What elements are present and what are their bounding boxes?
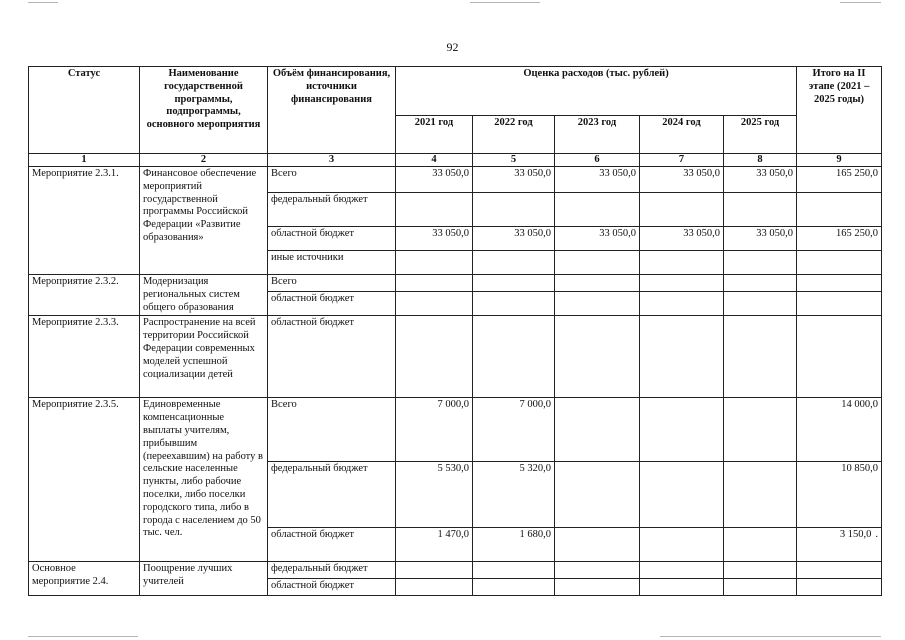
column-number: 4 <box>396 154 473 167</box>
value-2022: 33 050,0 <box>473 167 555 193</box>
row-status: Мероприятие 2.3.5. <box>29 398 140 562</box>
value-2024 <box>640 275 724 292</box>
column-number: 7 <box>640 154 724 167</box>
value-2022 <box>473 193 555 227</box>
value-2023: 33 050,0 <box>555 227 640 251</box>
header-status: Статус <box>29 67 140 154</box>
value-2023 <box>555 562 640 579</box>
header-costs: Оценка расходов (тыс. рублей) <box>396 67 797 116</box>
funding-source: федеральный бюджет <box>268 193 396 227</box>
value-2024 <box>640 251 724 275</box>
value-2024: 33 050,0 <box>640 227 724 251</box>
value-2021 <box>396 292 473 316</box>
value-total <box>797 275 882 292</box>
value-2024 <box>640 316 724 398</box>
value-2024 <box>640 193 724 227</box>
value-2021: 7 000,0 <box>396 398 473 462</box>
row-name: Единовременные компенсационные выплаты учителям, прибывшим (переехавшим) на работу в сельские населенные пункты, либо рабочие поселки, либо поселки городского типа, либо в города с населением до 50 тыс. чел. <box>140 398 268 562</box>
header-year-2021: 2021 год <box>396 116 473 154</box>
column-number: 8 <box>724 154 797 167</box>
value-2022: 1 680,0 <box>473 528 555 562</box>
funding-source: федеральный бюджет <box>268 562 396 579</box>
value-2022 <box>473 579 555 596</box>
value-2025 <box>724 251 797 275</box>
value-2024 <box>640 579 724 596</box>
row-name: Финансовое обеспечение мероприятий государственной программы Российской Федерации «Развитие образования» <box>140 167 268 275</box>
column-number: 3 <box>268 154 396 167</box>
row-status: Мероприятие 2.3.1. <box>29 167 140 275</box>
row-status: Мероприятие 2.3.2. <box>29 275 140 316</box>
value-2025 <box>724 316 797 398</box>
header-total: Итого на II этапе (2021 – 2025 годы) <box>797 67 882 154</box>
value-total: 165 250,0 <box>797 227 882 251</box>
value-2022: 33 050,0 <box>473 227 555 251</box>
table-row <box>29 316 882 398</box>
value-2024: 33 050,0 <box>640 167 724 193</box>
value-2025 <box>724 562 797 579</box>
row-status: Мероприятие 2.3.3. <box>29 316 140 398</box>
value-2022 <box>473 251 555 275</box>
header-year-2024: 2024 год <box>640 116 724 154</box>
value-2023 <box>555 579 640 596</box>
value-2024 <box>640 462 724 528</box>
value-2023 <box>555 251 640 275</box>
table-row <box>29 167 882 193</box>
column-number: 9 <box>797 154 882 167</box>
header-year-2023: 2023 год <box>555 116 640 154</box>
value-2025: 33 050,0 <box>724 227 797 251</box>
value-2023 <box>555 292 640 316</box>
value-2025 <box>724 193 797 227</box>
value-2021: 1 470,0 <box>396 528 473 562</box>
funding-source: областной бюджет <box>268 227 396 251</box>
column-numbers-row <box>29 154 882 167</box>
value-2025 <box>724 292 797 316</box>
value-2025 <box>724 579 797 596</box>
value-2022 <box>473 292 555 316</box>
value-2024 <box>640 292 724 316</box>
value-2021: 33 050,0 <box>396 167 473 193</box>
budget-table <box>28 66 882 596</box>
header-name: Наименование государственной программы, подпрограммы, основного мероприятия <box>140 67 268 154</box>
column-number: 5 <box>473 154 555 167</box>
value-total <box>797 562 882 579</box>
value-total: 10 850,0 <box>797 462 882 528</box>
value-2023 <box>555 528 640 562</box>
row-status: Основное мероприятие 2.4. <box>29 562 140 596</box>
value-2021 <box>396 579 473 596</box>
value-2024 <box>640 528 724 562</box>
value-total <box>797 292 882 316</box>
header-volume: Объём финансирования, источники финансирования <box>268 67 396 154</box>
value-2021: 5 530,0 <box>396 462 473 528</box>
column-number: 6 <box>555 154 640 167</box>
value-total <box>797 316 882 398</box>
value-2025 <box>724 398 797 462</box>
row-name: Модернизация региональных систем общего образования <box>140 275 268 316</box>
value-2023 <box>555 398 640 462</box>
value-total <box>797 251 882 275</box>
value-2024 <box>640 398 724 462</box>
header-year-2025: 2025 год <box>724 116 797 154</box>
value-total: 165 250,0 <box>797 167 882 193</box>
value-2025 <box>724 528 797 562</box>
funding-source: областной бюджет <box>268 316 396 398</box>
value-2025: 33 050,0 <box>724 167 797 193</box>
page-number: 92 <box>446 40 459 54</box>
table-row <box>29 398 882 462</box>
value-2021 <box>396 193 473 227</box>
value-total-text: 3 150,0 <box>839 529 872 541</box>
value-2023 <box>555 275 640 292</box>
value-2022: 5 320,0 <box>473 462 555 528</box>
value-2022 <box>473 275 555 292</box>
value-total: 14 000,0 <box>797 398 882 462</box>
value-2025 <box>724 275 797 292</box>
value-total <box>797 193 882 227</box>
value-2021 <box>396 562 473 579</box>
row-name: Распространение на всей территории Российской Федерации современных моделей успешной социализации детей <box>140 316 268 398</box>
scan-dot: . <box>875 529 879 541</box>
value-2023 <box>555 316 640 398</box>
value-2021: 33 050,0 <box>396 227 473 251</box>
value-2022 <box>473 316 555 398</box>
funding-source: Всего <box>268 398 396 462</box>
value-2021 <box>396 316 473 398</box>
value-2023 <box>555 462 640 528</box>
funding-source: Всего <box>268 275 396 292</box>
value-total <box>797 579 882 596</box>
value-2023 <box>555 193 640 227</box>
funding-source: федеральный бюджет <box>268 462 396 528</box>
funding-source: областной бюджет <box>268 292 396 316</box>
funding-source: областной бюджет <box>268 528 396 562</box>
funding-source: иные источники <box>268 251 396 275</box>
column-number: 1 <box>29 154 140 167</box>
header-year-2022: 2022 год <box>473 116 555 154</box>
value-2023: 33 050,0 <box>555 167 640 193</box>
funding-source: Всего <box>268 167 396 193</box>
column-number: 2 <box>140 154 268 167</box>
value-2021 <box>396 251 473 275</box>
value-2022 <box>473 562 555 579</box>
value-2022: 7 000,0 <box>473 398 555 462</box>
table-row <box>29 275 882 292</box>
value-total <box>797 528 882 562</box>
value-2021 <box>396 275 473 292</box>
funding-source: областной бюджет <box>268 579 396 596</box>
value-2025 <box>724 462 797 528</box>
table-row <box>29 562 882 579</box>
value-2024 <box>640 562 724 579</box>
row-name: Поощрение лучших учителей <box>140 562 268 596</box>
